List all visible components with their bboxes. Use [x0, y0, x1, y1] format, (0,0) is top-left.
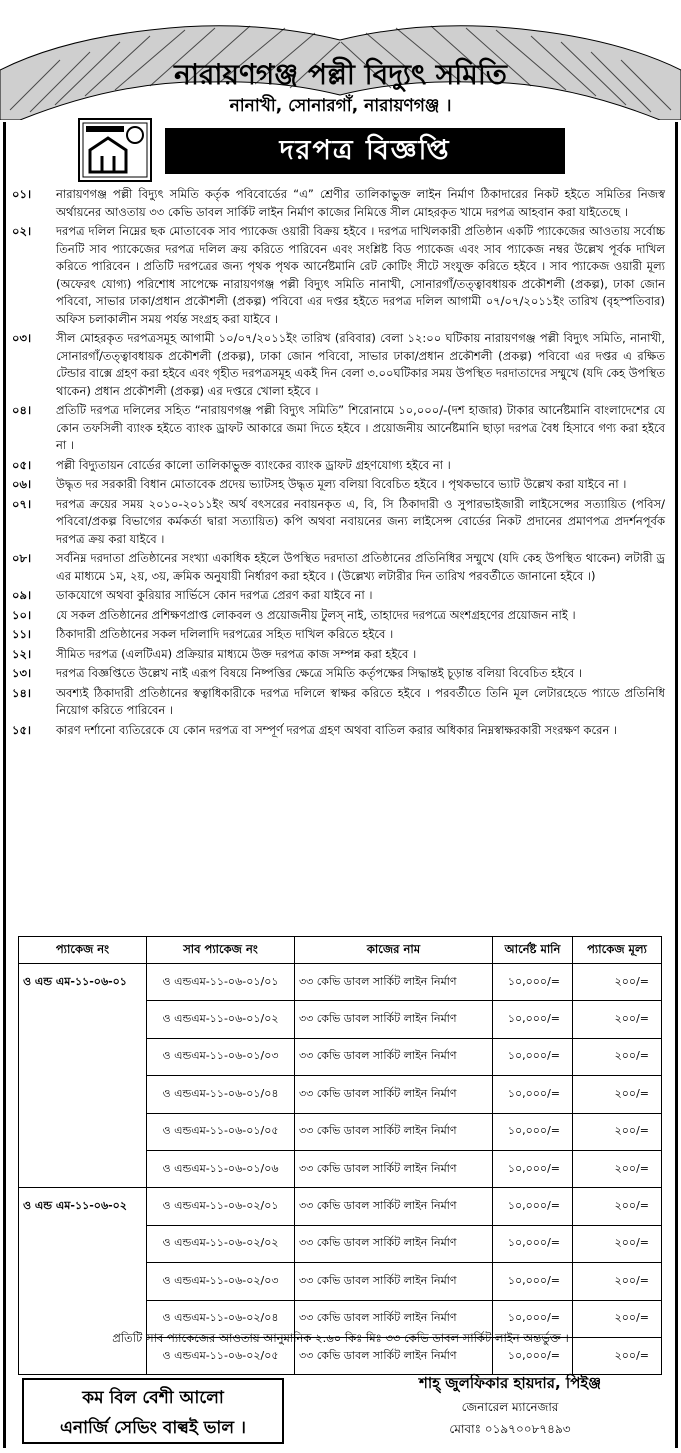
clause-item [12, 685, 665, 720]
clause-item [12, 186, 665, 221]
sub-package-cell: ও এন্ডএম-১১-০৬-০২/০১ [147, 1188, 295, 1225]
sub-package-cell: ও এন্ডএম-১১-০৬-০১/০১ [147, 964, 295, 1001]
work-name-cell: ৩৩ কেভি ডাবল সার্কিট লাইন নির্মাণ [295, 1337, 493, 1374]
sub-package-cell: ও এন্ডএম-১১-০৬-০১/০৬ [147, 1150, 295, 1187]
clause-number: ১৩। [12, 666, 32, 680]
clause-item [12, 476, 665, 494]
clause-number: ০৩। [12, 331, 32, 345]
earnest-money-cell: ১০,০০০/= [493, 1001, 573, 1038]
work-name-cell: ৩৩ কেভি ডাবল সার্কিট লাইন নির্মাণ [295, 1300, 493, 1337]
sub-package-cell: ও এন্ডএম-১১-০৬-০২/০২ [147, 1225, 295, 1262]
clause-item [12, 330, 665, 400]
sub-package-cell: ও এন্ডএম-১১-০৬-০২/০৫ [147, 1337, 295, 1374]
clause-item [12, 646, 665, 664]
earnest-money-cell: ১০,০০০/= [493, 1188, 573, 1225]
package-price-cell: ২০০/= [573, 964, 662, 1001]
clause-item [12, 626, 665, 644]
left-border [3, 122, 6, 1448]
sub-package-cell: ও এন্ডএম-১১-০৬-০১/০৩ [147, 1038, 295, 1075]
package-price-cell: ২০০/= [573, 1150, 662, 1187]
sub-package-cell: ও এন্ডএম-১১-০৬-০২/০৩ [147, 1263, 295, 1300]
sub-package-cell: ও এন্ডএম-১১-০৬-০২/০৪ [147, 1300, 295, 1337]
organization-title: নারায়ণগঞ্জ পল্লী বিদ্যুৎ সমিতি [174, 58, 507, 91]
earnest-money-cell: ১০,০০০/= [493, 1038, 573, 1075]
column-header: প্যাকেজ নং [19, 937, 147, 964]
clause-number: ১১। [12, 627, 32, 641]
clause-item [12, 496, 665, 549]
package-price-cell: ২০০/= [573, 1076, 662, 1113]
signatory-name: শাহ্ জুলফিকার হায়দার, পিইঞ্জ [418, 1374, 602, 1392]
clause-number: ০৪। [12, 403, 32, 417]
clause-text: কারণ দর্শানো ব্যতিরেকে যে কোন দরপত্র বা সম্পূর্ণ দরপত্র গ্রহণ অথবা বাতিল করার অধিকার নিম্নস্বাক্ষরকারী সংরক্ষণ করেন । [56, 722, 618, 737]
column-header: প্যাকেজ মূল্য [573, 937, 662, 964]
clause-text: পল্লী বিদ্যুতায়ন বোর্ডের কালো তালিকাভুক্ত ব্যাংকের ব্যাংক ড্রাফট গ্রহণযোগ্য হইবে না । [56, 457, 451, 472]
package-price-cell: ২০০/= [573, 1188, 662, 1225]
package-price-cell: ২০০/= [573, 1337, 662, 1374]
package-price-cell: ২০০/= [573, 1263, 662, 1300]
organization-logo [78, 118, 152, 182]
footnote: প্রতিটি সাব প্যাকেজের আওতায় আনুমানিক ২.৬০ কিঃ মিঃ ৩৩ কেভি ডাবল সার্কিট লাইন অন্তর্ভুক্ত । [112, 1331, 569, 1345]
energy-slogan-box [22, 1378, 284, 1444]
clause-item [12, 665, 665, 683]
organization-address: নানাখী, সোনারগাঁ, নারায়ণগঞ্জ । [229, 96, 452, 116]
clause-item [12, 722, 665, 740]
earnest-money-cell: ১০,০০০/= [493, 1150, 573, 1187]
slogan-line: কম বিল বেশী আলো [82, 1388, 224, 1408]
clause-number: ১৫। [12, 722, 32, 737]
package-price-cell: ২০০/= [573, 1225, 662, 1262]
work-name-cell: ৩৩ কেভি ডাবল সার্কিট লাইন নির্মাণ [295, 1225, 493, 1262]
earnest-money-cell: ১০,০০০/= [493, 1263, 573, 1300]
work-name-cell: ৩৩ কেভি ডাবল সার্কিট লাইন নির্মাণ [295, 1076, 493, 1113]
column-header: সাব প্যাকেজ নং [147, 937, 295, 964]
earnest-money-cell: ১০,০০০/= [493, 1076, 573, 1113]
clause-text: দরপত্র বিজ্ঞপ্তিতে উল্লেখ নাই এরূপ বিষয়ে নিষ্পত্তির ক্ষেত্রে সমিতি কর্তৃপক্ষের সিদ্ধান্তই চূড়ান্ত বলিয়া বিবেচিত হইবে । [56, 666, 583, 680]
earnest-money-cell: ১০,০০০/= [493, 1225, 573, 1262]
clause-item [12, 607, 665, 625]
clause-number: ০৫। [12, 457, 32, 472]
signatory-designation: জেনারেল ম্যানেজার [461, 1400, 559, 1414]
clause-number: ১২। [12, 646, 32, 661]
right-border [675, 122, 678, 1448]
clause-number: ১০। [12, 607, 32, 622]
clause-number: ০৭। [12, 496, 32, 511]
clause-text: অবশ্যই ঠিকাদারী প্রতিষ্ঠানের স্বত্বাধিকারীকে দরপত্র দলিলে স্বাক্ষর করিতে হইবে । পরবর্তীতে তিনি মূল লেটারহেডে প্যাডে প্রতিনিধি নিয়োগ করিতে পারিবেন । [56, 685, 665, 717]
earnest-money-cell: ১০,০০০/= [493, 964, 573, 1001]
work-name-cell: ৩৩ কেভি ডাবল সার্কিট লাইন নির্মাণ [295, 1038, 493, 1075]
clause-text: সীমিত দরপত্র (এলটিএম) প্রক্রিয়ার মাধ্যমে উক্ত দরপত্র কাজ সম্পন্ন করা হইবে । [56, 646, 417, 661]
package-price-cell: ২০০/= [573, 1001, 662, 1038]
signatory-phone: মোবাঃ ০১৯৭০০৮৭৪৯৩ [449, 1422, 571, 1436]
work-name-cell: ৩৩ কেভি ডাবল সার্কিট লাইন নির্মাণ [295, 1001, 493, 1038]
work-name-cell: ৩৩ কেভি ডাবল সার্কিট লাইন নির্মাণ [295, 964, 493, 1001]
signature-block [360, 1370, 660, 1440]
table-row [19, 1188, 662, 1225]
package-price-cell: ২০০/= [573, 1113, 662, 1150]
table-header-row [19, 937, 662, 964]
sub-package-cell: ও এন্ডএম-১১-০৬-০১/০৪ [147, 1076, 295, 1113]
column-header: আর্নেষ্ট মানি [493, 937, 573, 964]
work-name-cell: ৩৩ কেভি ডাবল সার্কিট লাইন নির্মাণ [295, 1263, 493, 1300]
clause-item [12, 223, 665, 328]
clause-number: ০৯। [12, 588, 32, 602]
clause-number: ০৮। [12, 551, 32, 565]
slogan-line: এনার্জি সেভিং বাল্বই ভাল । [60, 1418, 246, 1438]
clause-text: সীল মোহরকৃত দরপত্রসমূহ আগামী ১০/০৭/২০১১ইং তারিখ (রবিবার) বেলা ১২:০০ ঘটিকায় নারায়ণগঞ্জ পল্লী বিদ্যুৎ সমিতি, নানাখী, সোনারগাঁ/তত্ত্বাবধায়ক প্রকৌশলী (প্রকল্প), ঢাকা জোন পবিবো, সাভার ঢাকা/প্রধান প্রকৌশলী (প্রকল্প) পবিবো এর দপ্তর এ রক্ষিত টেন্ডার বাক্সে গ্রহণ করা হইবে এবং গৃহীত দরপত্রসমূহ একই দিন বেলা ৩.০০ঘটিকার সময় উপস্থিত দরদাতাদের সম্মুখে (যদি কেহ উপস্থিত থাকেন) প্রধান প্রকৌশলী (প্রকল্প) এর দপ্তরে খোলা হইবে । [56, 331, 665, 398]
clause-text: নারায়ণগঞ্জ পল্লী বিদ্যুৎ সমিতি কর্তৃক পবিবোর্ডের “এ” শ্রেণীর তালিকাভুক্ত লাইন নির্মাণ ঠিকাদারের নিকট হইতে সমিতির নিজস্ব অর্থায়নের আওতায় ৩৩ কেভি ডাবল সার্কিট লাইন নির্মাণ কাজের নিমিত্তে সীল মোহরকৃত খামে দরপত্র আহবান করা যাইতেছে । [56, 187, 665, 219]
clause-text: দরপত্র দলিল নিম্নের ছক মোতাবেক সাব প্যাকেজ ওয়ারী বিক্রয় হইবে । দরপত্র দাখিলকারী প্রতিষ্ঠান একটি প্যাকেজের আওতায় সর্বোচ্চ তিনটি সাব প্যাকেজের দরপত্র দলিল ক্রয় করিতে পারিবেন এবং সংশ্লিষ্ট বিড প্যাকেজ এবং সাব প্যাকেজ নম্বর উল্লেখ পূর্বক দাখিল করিতে পারিবেন । প্রতিটি দরপত্রের জন্য পৃথক পৃথক আর্নেষ্টমানি রেট কোটিং সীটে সংযুক্ত করিতে হইবে । সাব প্যাকেজ ওয়ারী মূল্য (অফেরৎ যোগ্য) পরিশোধ সাপেক্ষে নারায়ণগঞ্জ পল্লী বিদ্যুৎ সমিতি নানাখী, সোনারগাঁ/তত্ত্বাবধায়ক প্রকৌশলী (প্রকল্প), ঢাকা জোন পবিবো, সাভার ঢাকা/প্রধান প্রকৌশলী (প্রকল্প) পবিবো এর দপ্তর হইতে দরপত্র দলিল আগামী ০৭/০৭/২০১১ইং তারিখ (বৃহস্পতিবার) অফিস চলাকালীন সময় পর্যন্ত সংগ্রহ করা যাইবে । [56, 224, 665, 326]
clause-text: সর্বনিম্ন দরদাতা প্রতিষ্ঠানের সংখ্যা একাধিক হইলে উপস্থিত দরদাতা প্রতিষ্ঠানের প্রতিনিধির সম্মুখে (যদি কেহ উপস্থিত থাকেন) লটারী ড্র এর মাধ্যমে ১ম, ২য়, ৩য়, ক্রমিক অনুযায়ী নির্ধারণ করা হইবে । (উল্লেখ্য লটারীর দিন তারিখ পরবর্তীতে জানানো হইবে ।) [56, 551, 665, 583]
clause-text: উদ্ধৃত দর সরকারী বিধান মোতাবেক প্রদেয় ভ্যাটসহ উদ্ধৃত মূল্য বলিয়া বিবেচিত হইবে । পৃথকভাবে ভ্যাট উল্লেখ করা যাইবে না । [56, 477, 627, 491]
work-name-cell: ৩৩ কেভি ডাবল সার্কিট লাইন নির্মাণ [295, 1188, 493, 1225]
clause-item [12, 457, 665, 475]
column-header: কাজের নাম [295, 937, 493, 964]
tender-notice-banner: দরপত্র বিজ্ঞপ্তি [165, 128, 565, 174]
package-price-cell: ২০০/= [573, 1038, 662, 1075]
sub-package-cell: ও এন্ডএম-১১-০৬-০১/০২ [147, 1001, 295, 1038]
clause-item [12, 550, 665, 585]
earnest-money-cell: ১০,০০০/= [493, 1337, 573, 1374]
package-number-cell: ও এন্ড এম-১১-০৬-০১ [19, 964, 147, 1188]
clause-text: প্রতিটি দরপত্র দলিলের সহিত “নারায়ণগঞ্জ পল্লী বিদ্যুৎ সমিতি” শিরোনামে ১০,০০০/-(দশ হাজার) টাকার আর্নেষ্টমানি বাংলাদেশের যে কোন তফসিলী ব্যাংক হইতে ব্যাংক ড্রাফট আকারে জমা দিতে হইবে । প্রয়োজনীয় আর্নেষ্টমানি ছাড়া দরপত্র বৈধ হিসাবে গণ্য করা হইবে না । [56, 403, 665, 452]
clause-number: ০১। [12, 187, 32, 201]
clause-text: ডাকযোগে অথবা কুরিয়ার সার্ভিসে কোন দরপত্র প্রেরণ করা যাইবে না । [56, 588, 373, 602]
clause-text: যে সকল প্রতিষ্ঠানের প্রশিক্ষণপ্রাপ্ত লোকবল ও প্রয়োজনীয় টুলস্ নাই, তাহাদের দরপত্রে অংশগ্রহণের প্রয়োজন নাই । [56, 607, 576, 622]
clause-list [12, 186, 665, 741]
clause-text: দরপত্র ক্রয়ের সময় ২০১০-২০১১ইং অর্থ বৎসরের নবায়নকৃত এ, বি, সি ঠিকাদারী ও সুপারভাইজারী লাইসেন্সের সত্যায়িত (পবিস/পবিবো/প্রকল্প বিভাগের কর্মকর্তা দ্বারা সত্যায়িত) কপি অথবা নবায়নের জন্য লাইসেন্স বোর্ডের নিকট প্রদানের প্রমাণপত্র প্রদর্শনপূর্বক দরপত্র ক্রয় করা যাইবে । [56, 496, 665, 546]
earnest-money-cell: ১০,০০০/= [493, 1300, 573, 1337]
sub-package-cell: ও এন্ডএম-১১-০৬-০১/০৫ [147, 1113, 295, 1150]
clause-number: ১৪। [12, 685, 32, 700]
package-price-cell: ২০০/= [573, 1300, 662, 1337]
clause-text: ঠিকাদারী প্রতিষ্ঠানের সকল দলিলাদি দরপত্রের সহিত দাখিল করিতে হইবে । [56, 627, 394, 641]
package-table [18, 936, 662, 1375]
clause-number: ০৬। [12, 477, 32, 491]
clause-item [12, 402, 665, 455]
table-row [19, 964, 662, 1001]
clause-item [12, 587, 665, 605]
work-name-cell: ৩৩ কেভি ডাবল সার্কিট লাইন নির্মাণ [295, 1150, 493, 1187]
work-name-cell: ৩৩ কেভি ডাবল সার্কিট লাইন নির্মাণ [295, 1113, 493, 1150]
earnest-money-cell: ১০,০০০/= [493, 1113, 573, 1150]
package-number-cell: ও এন্ড এম-১১-০৬-০২ [19, 1188, 147, 1375]
clause-number: ০২। [12, 224, 32, 238]
